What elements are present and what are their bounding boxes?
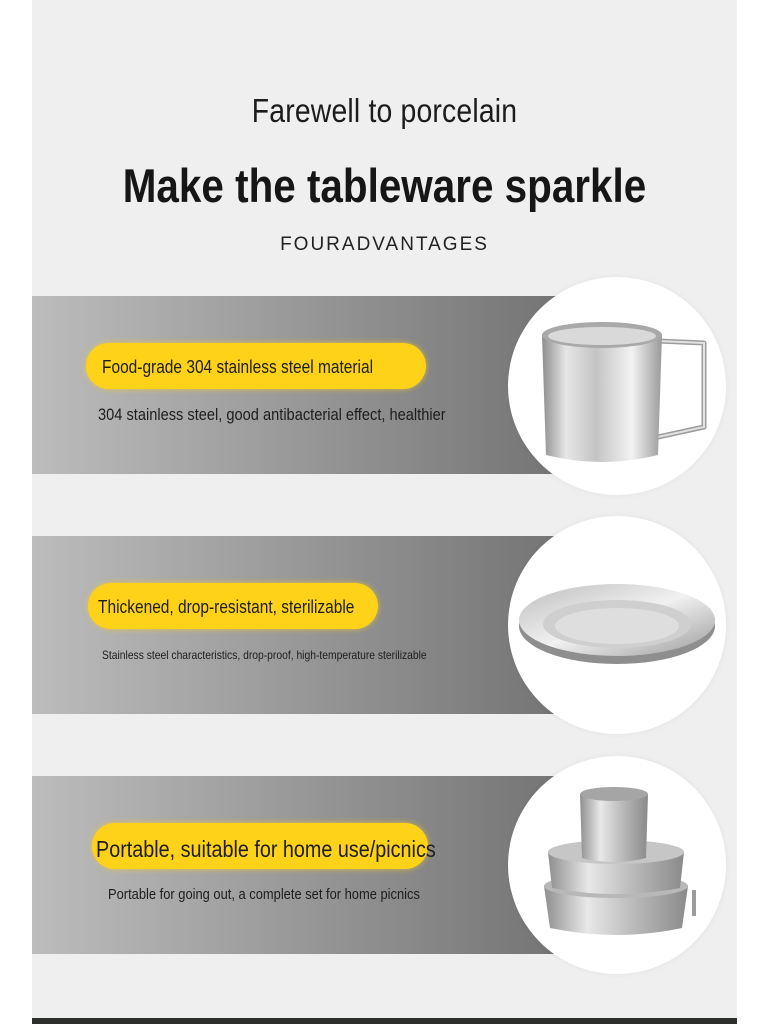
feature-image-1 [508, 277, 726, 495]
feature-image-3 [508, 756, 726, 974]
feature-heading-1: Food-grade 304 stainless steel material [102, 357, 374, 377]
feature-heading-2: Thickened, drop-resistant, sterilizable [98, 597, 355, 617]
cookware-set-icon [508, 756, 726, 974]
footer-image-strip [32, 1018, 737, 1024]
page-title: Make the tableware sparkle [122, 159, 647, 212]
feature-description-1: 304 stainless steel, good antibacterial effect, healthier [98, 405, 446, 424]
page-subtitle: Farewell to porcelain [251, 92, 518, 129]
steel-plate-icon [508, 516, 726, 734]
steel-mug-icon [508, 277, 726, 495]
feature-description-3: Portable for going out, a complete set for home picnics [108, 886, 420, 903]
feature-description-2: Stainless steel characteristics, drop-proof, high-temperature sterilizable [102, 648, 427, 662]
feature-heading-3: Portable, suitable for home use/picnics [96, 836, 436, 862]
feature-image-2 [508, 516, 726, 734]
product-detail-page [32, 0, 737, 1024]
section-tagline: FOURADVANTAGES [280, 234, 489, 255]
